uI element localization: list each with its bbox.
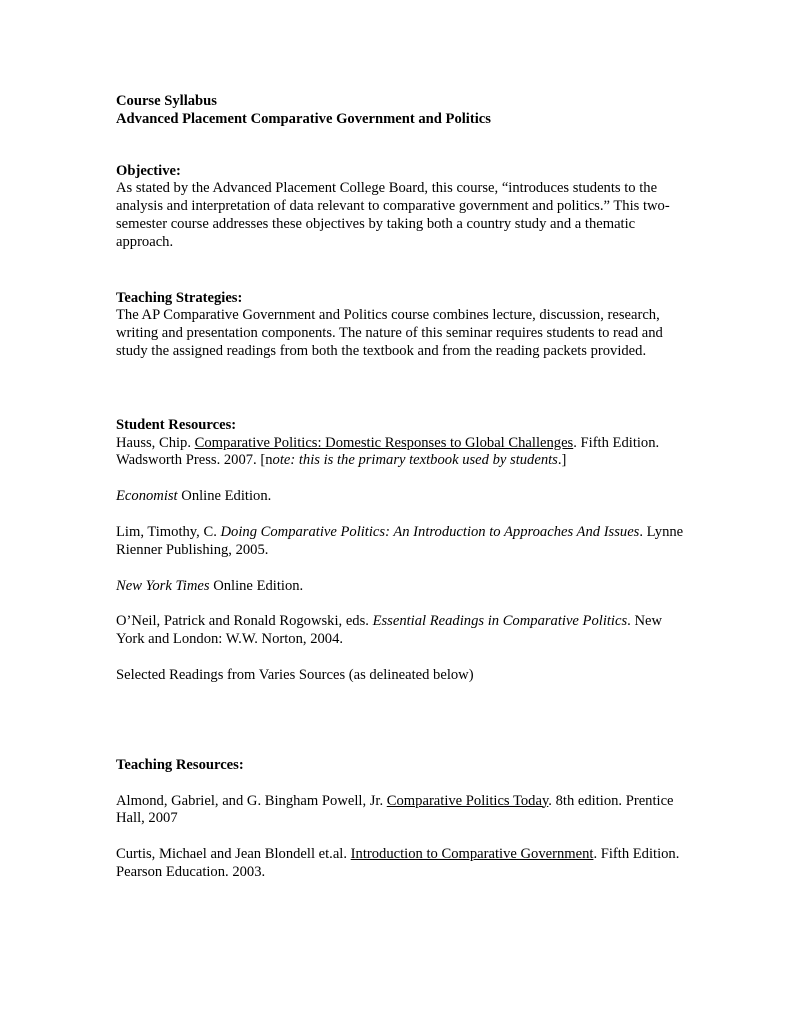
student-resources-heading: Student Resources:	[116, 416, 237, 433]
objective-text: As stated by the Advanced Placement College Board, this course, “introduces students to the analysis and interpretation of data relevant to comparative government and politics.” This two-semester course addresses these objectives by taking both a country study and a thematic approach.	[116, 180, 670, 250]
teaching-resources-section	[116, 757, 686, 882]
resource-author: Hauss, Chip.	[116, 434, 195, 451]
resource-author: Lim, Timothy, C.	[116, 523, 221, 540]
teaching-strategies-section	[116, 290, 686, 361]
resource-note-end: .]	[557, 452, 567, 469]
resource-hauss	[116, 435, 686, 471]
resource-author: Almond, Gabriel, and G. Bingham Powell, Jr.	[116, 792, 387, 809]
resource-publisher: . New York and London: W.W. Norton, 2004.	[116, 613, 662, 648]
teaching-strategies-heading: Teaching Strategies:	[116, 289, 243, 306]
resource-author: Curtis, Michael and Jean Blondell et.al.	[116, 846, 351, 863]
objective-heading: Objective:	[116, 162, 181, 179]
resource-almond	[116, 793, 686, 829]
objective-section	[116, 163, 686, 252]
resource-oneil	[116, 613, 686, 649]
resource-selected-readings: Selected Readings from Varies Sources (as delineated below)	[116, 666, 474, 683]
resource-edition: Online Edition.	[177, 488, 272, 505]
resource-title: Introduction to Comparative Government	[350, 846, 594, 863]
course-syllabus-title: Course Syllabus	[116, 93, 217, 109]
resource-economist	[116, 488, 686, 506]
resource-publisher: . Lynne Rienner Publishing, 2005.	[116, 523, 684, 558]
resource-edition: Online Edition.	[209, 577, 304, 594]
resource-author: O’Neil, Patrick and Ronald Rogowski, eds.	[116, 613, 373, 630]
resource-publisher: . Fifth Edition. Wadsworth Press. 2007. [n	[116, 434, 660, 469]
syllabus-page	[116, 93, 686, 882]
resource-title: Comparative Politics Today	[386, 792, 549, 809]
student-resources-section	[116, 417, 686, 685]
resource-nyt	[116, 578, 686, 596]
resource-title: Economist	[116, 488, 178, 505]
teaching-strategies-text: The AP Comparative Government and Politics course combines lecture, discussion, research, writing and presentation components. The nature of this seminar requires students to read and study the assigned readings from both the textbook and from the reading packets provided.	[116, 307, 663, 359]
teaching-resources-heading: Teaching Resources:	[116, 756, 244, 773]
course-name-title: Advanced Placement Comparative Government and Politics	[116, 110, 491, 127]
resource-curtis	[116, 846, 686, 882]
resource-title: New York Times	[116, 577, 210, 594]
resource-lim	[116, 524, 686, 560]
resource-title: Comparative Politics: Domestic Responses to Global Challenges	[194, 434, 574, 451]
resource-note: ote: this is the primary textbook used by students	[272, 452, 558, 469]
resource-publisher: . 8th edition. Prentice Hall, 2007	[116, 792, 674, 827]
resource-publisher: . Fifth Edition. Pearson Education. 2003.	[116, 846, 680, 880]
resource-title: Essential Readings in Comparative Politics	[372, 613, 628, 630]
resource-title: Doing Comparative Politics: An Introduction to Approaches And Issues	[220, 523, 640, 540]
